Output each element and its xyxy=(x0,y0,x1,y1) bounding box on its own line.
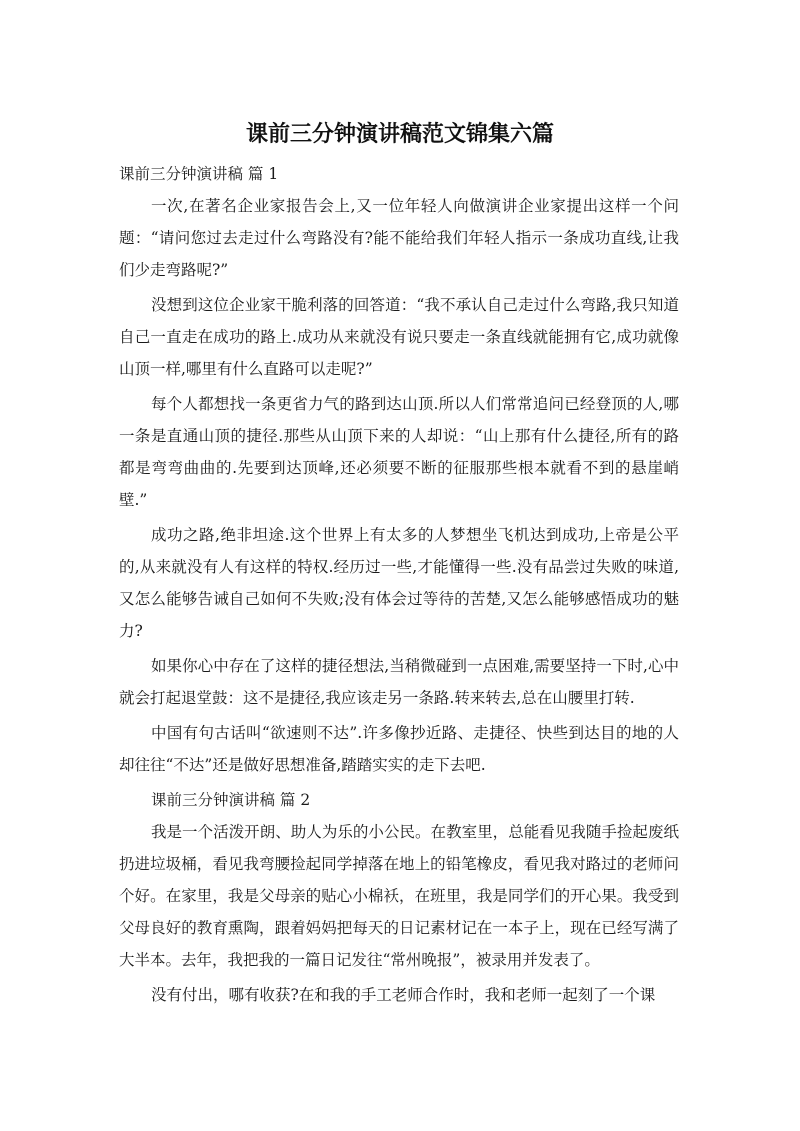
paragraph: 没想到这位企业家干脆利落的回答道：“我不承认自己走过什么弯路,我只知道自己一直走在成功的路上.成功从来就没有说只要走一条直线就能拥有它,成功就像山顶一样,哪里有什么直路可以走呢?” xyxy=(119,296,679,378)
paragraph: 没有付出，哪有收获?在和我的手工老师合作时，我和老师一起刻了一个课 xyxy=(151,986,656,1004)
document-body xyxy=(119,158,679,1014)
section-heading: 课前三分钟演讲稿 篇 2 xyxy=(151,791,311,809)
paragraph: 我是一个活泼开朗、助人为乐的小公民。在教室里，总能看见我随手捡起废纸扔进垃圾桶，看见我弯腰捡起同学掉落在地上的铅笔橡皮，看见我对路过的老师问个好。在家里，我是父母亲的贴心小棉袄，在班里，我是同学们的开心果。我受到父母良好的教育熏陶，跟着妈妈把每天的日记素材记在一本子上，现在已经写满了大半本。去年，我把我的一篇日记发往“常州晚报”，被录用并发表了。 xyxy=(119,823,679,969)
paragraph: 成功之路,绝非坦途.这个世界上有太多的人梦想坐飞机达到成功,上帝是公平的,从来就没有人有这样的特权.经历过一些,才能懂得一些.没有品尝过失败的味道,又怎么能够告诫自己如何不失败;没有体会过等待的苦楚,又怎么能够感悟成功的魅力? xyxy=(119,526,679,640)
paragraph: 一次,在著名企业家报告会上,又一位年轻人向做演讲企业家提出这样一个问题：“请问您过去走过什么弯路没有?能不能给我们年轻人指示一条成功直线,让我们少走弯路呢?” xyxy=(119,197,679,279)
section-heading: 课前三分钟演讲稿 篇 1 xyxy=(119,165,279,183)
document-title: 课前三分钟演讲稿范文锦集六篇 xyxy=(245,122,554,147)
paragraph: 如果你心中存在了这样的捷径想法,当稍微碰到一点困难,需要坚持一下时,心中就会打起退堂鼓：这不是捷径,我应该走另一条路.转来转去,总在山腰里打转. xyxy=(119,657,679,707)
paragraph: 中国有句古话叫“欲速则不达”.许多像抄近路、走捷径、快些到达目的地的人却往往“不达”还是做好思想准备,踏踏实实的走下去吧. xyxy=(119,724,679,774)
paragraph: 每个人都想找一条更省力气的路到达山顶.所以人们常常追问已经登顶的人,哪一条是直通山顶的捷径.那些从山顶下来的人却说：“山上那有什么捷径,所有的路都是弯弯曲曲的.先要到达顶峰,还必须要不断的征服那些根本就看不到的悬崖峭壁.” xyxy=(119,395,679,509)
